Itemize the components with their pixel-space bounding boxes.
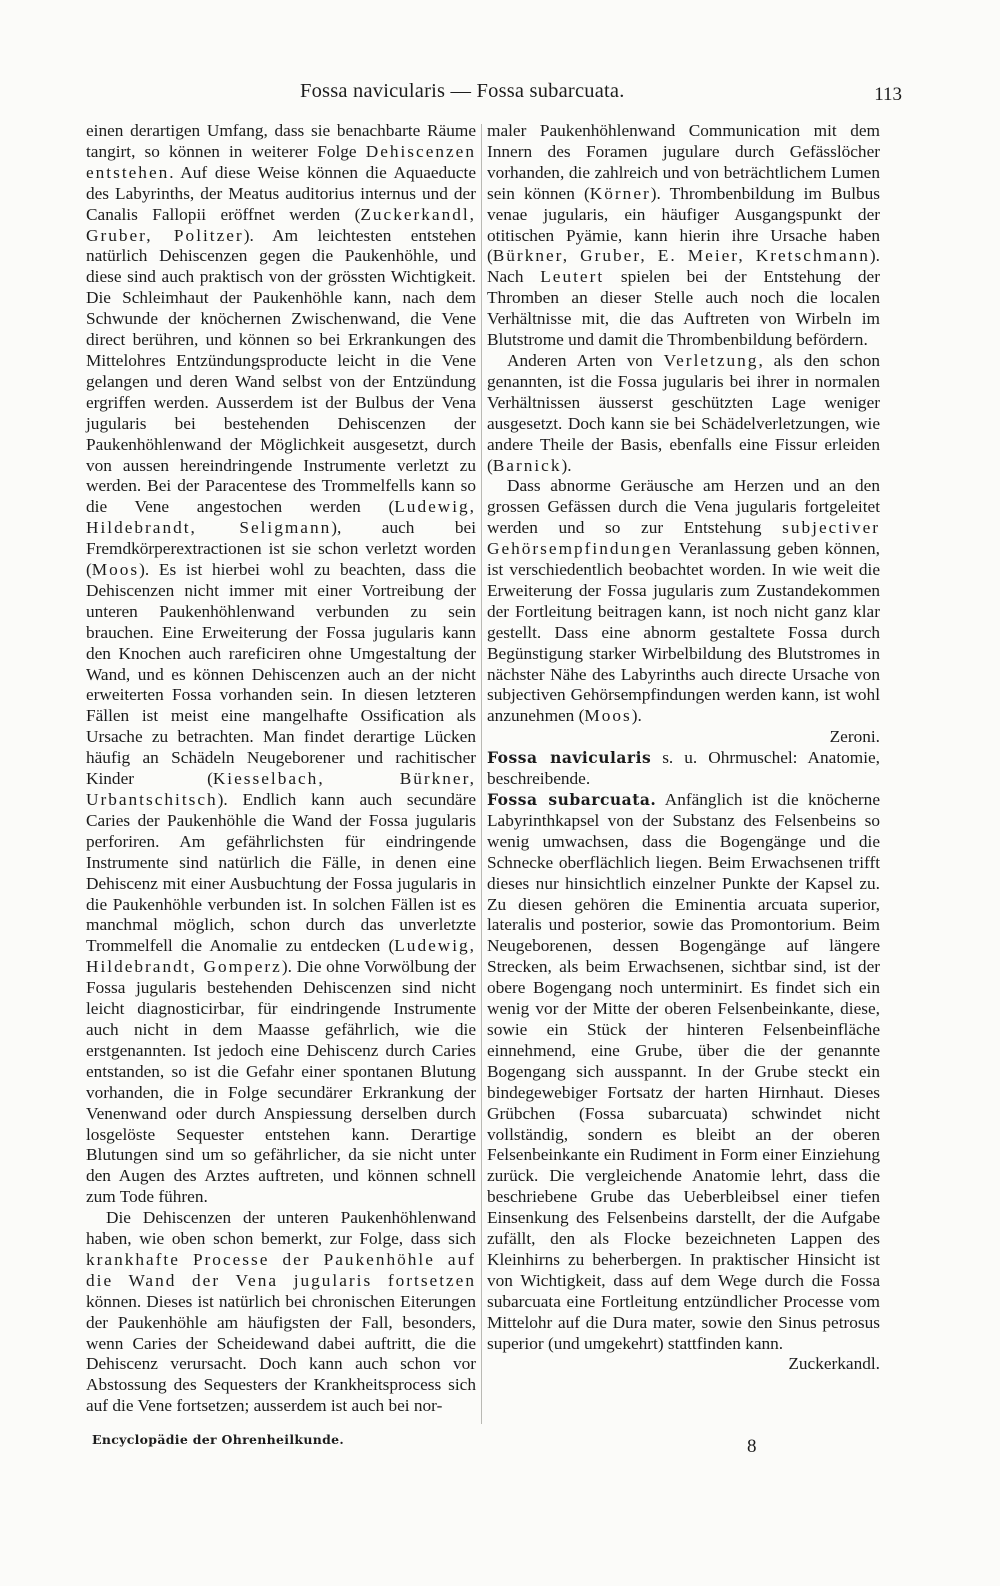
text-run: s. u. Ohrmuschel: Anatomie, beschreibende. [487, 748, 880, 789]
author-names: Zuckerkandl, Gruber, Politzer [86, 204, 476, 245]
text-run: Dass abnorme Geräusche am Herzen und an den grossen Gefässen durch die Vena jugularis fortgeleitet werden und so zur Entstehung [487, 476, 880, 538]
right-paragraph-1 [487, 121, 880, 351]
text-run: ), auch bei Fremdkörperextractionen ist sie schon verletzt worden ( [86, 518, 476, 580]
text-run: einen derartigen Umfang, dass sie benachbarte Räume tangirt, so können in weiterer Folge [86, 121, 476, 161]
running-title: Fossa navicularis — Fossa subarcuata. [300, 80, 625, 102]
entry-fossa-navicularis [487, 748, 880, 790]
left-paragraph-1 [86, 121, 476, 1208]
text-run: ). Am leichtesten entstehen natürlich Dehiscenzen gegen die Paukenhöhle, und diese sind auch praktisch von der grössten Wichtigkeit. Die Schleimhaut der Paukenhöhle kann, nach dem Schwunde der knöchernen Zwischenwand, die Vene direct berühren, und können so bei Erkrankungen des Mittelohres Entzündungsproducte leicht in die Vene gelangen und deren Wand selbst von der Entzündung ergriffen werden. Ausserdem ist der Bulbus der Vena jugularis bei bestehenden Dehiscenzen der Paukenhöhlenwand der Möglichkeit ausgesetzt, durch von aussen hereindringende Instrumente verletzt zu werden. Bei der Paracentese des Trommelfells kann so die Vene angestochen werden ( [86, 225, 476, 517]
text-run: ). Endlich kann auch secundäre Caries der Paukenhöhle die Wand der Fossa jugularis perforiren. Am gefährlichsten für eindringende Instrumente sind natürlich die Fälle, in denen eine Dehiscenz mit einer Ausbuchtung der Fossa jugularis in die Paukenhöhle verbunden ist. In solchen Fällen ist es manchmal möglich, schon durch das unverletzte Trommelfell die Anomalie zu entdecken ( [86, 790, 476, 956]
text-run: ). Thrombenbildung im Bulbus venae jugularis, ein häufiger Ausgangspunkt der otitischen Pyämie, kann hierin ihre Ursache haben ( [487, 183, 881, 266]
sheet-signature: 8 [747, 1436, 757, 1457]
text-run: Anfänglich ist die knöcherne Labyrinthkapsel von der Substanz des Felsenbeins so wenig umwachsen, dass die Bogengänge und die Schnecke oberflächlich liegen. Beim Erwachsenen trifft dieses nur hinsichtlich einzelner Punkte der Kapsel zu. Zu diesen gehören die Eminentia arcuata superior, lateralis und posterior, sowie das Promontorium. Beim Neugeborenen, dessen Bogengänge auf längere Strecken, als beim Erwachsenen, sichtbar sind, ist der obere Bogengang noch unterminirt. Es findet sich ein wenig vor der Mitte der oberen Felsenbeinkante, diese, sowie ein Stück der hinteren Felsenbeinfläche einnehmend, eine Grube, über die der genannte Bogengang sich ausspannt. In der Grube steckt ein bindegewebiger Fortsatz der harten Hirnhaut. Dieses Grübchen (Fossa subarcuata) schwindet nicht vollständig, sondern es bleibt an der oberen Felsenbeinkante ein Rudiment in Form einer Einziehung zurück. Die vergleichende Anatomie lehrt, dass die beschriebene Grube das Ueberbleibsel einer tiefen Einsenkung des Felsenbeins darstellt, der die Aufgabe zufällt, den als Flocke bezeichneten Lappen des Kleinhirns zu beherbergen. In praktischer Hinsicht ist von Wichtigkeit, dass auf dem Wege durch die Fossa subarcuata eine Fortleitung entzündlicher Processe vom Mittelohr auf die Dura mater, sowie den Sinus petrosus superior (und umgekehrt) stattfinden kann. [487, 790, 880, 1353]
author-signature-zuckerkandl: Zuckerkandl. [788, 1354, 880, 1374]
spaced-emphasis: Verletzung [663, 350, 759, 370]
text-run: ). Es ist hierbei wohl zu beachten, dass die Dehiscenzen nicht immer mit einer Vortreibung der unteren Paukenhöhlenwand verbunden zu sein brauchen. Eine Erweiterung der Fossa jugularis kann den Knochen auch rareficiren ohne Umgestaltung der Wand, und es können Dehiscenzen auch an der nicht erweiterten Fossa vorhanden sein. In diesen letzteren Fällen ist meist eine mangelhafte Ossification als Ursache zu betrachten. Man findet derartige Lücken häufig an Schädeln Neugeborener und rachitischer Kinder ( [86, 560, 476, 789]
page-number: 113 [874, 84, 902, 105]
author-names: Ludewig, Hildebrandt, Seligmann [86, 497, 476, 538]
text-run: können. Dieses ist natürlich bei chronischen Eiterungen der Paukenhöhle am häufigsten der Fall, besonders, wenn Caries der Scheidewand dabei auftritt, die die Dehiscenz verursacht. Doch kann auch schon vor Abstossung des Sequesters der Krankheitsprocess sich auf die Vene fortsetzen; ausserdem ist auch bei nor- [86, 1291, 476, 1416]
text-run: ). [561, 455, 572, 475]
right-paragraph-2 [487, 351, 880, 476]
right-paragraph-3 [487, 476, 880, 727]
text-run: . Auf diese Weise können die Aquaeducte des Labyrinths, der Meatus auditorius internus und der Canalis Fallopii eröffnet werden ( [86, 162, 476, 224]
text-run: ). Nach [487, 246, 880, 287]
left-paragraph-2 [86, 1208, 476, 1417]
text-run: ). [631, 706, 642, 726]
text-run: , als den schon genannten, ist die Fossa jugularis bei ihrer in normalen Verhältnissen äusserst geschützten Lage weniger ausgesetzt. Doch kann sie bei Schädelverletzungen, wie andere Theile der Basis, ebenfalls eine Fissur erleiden ( [487, 350, 880, 475]
left-column [86, 121, 476, 1417]
author-names: Ludewig, Hildebrandt, Gomperz [86, 936, 476, 977]
text-run: spielen bei der Entstehung der Thromben an dieser Stelle auch noch die localen Verhältnisse mit, die das Auftreten von Wirbeln im Blutstrome und damit die Thrombenbildung befördern. [487, 267, 880, 350]
spaced-emphasis: subjectiver Gehörsempfindungen [487, 518, 880, 559]
entry-term: Fossa navicularis [487, 748, 652, 768]
text-run: ). Die ohne Vorwölbung der Fossa jugularis bestehenden Dehiscenzen sind nicht leicht diagnosticirbar, für eindringende Instrumente auch nicht in dem Maasse gefährlich, wie die erstgenannten. Ist jedoch eine Dehiscenz durch Caries entstanden, so ist die Gefahr einer spontanen Blutung vorhanden, die in Folge secundärer Erkrankung der Venenwand oder durch Anspiessung derselben durch losgelöste Sequester entstehen kann. Derartige Blutungen sind um so gefährlicher, da sie nicht unter den Augen des Arztes auftreten, und können schnell zum Tode führen. [86, 957, 476, 1207]
column-divider [481, 124, 482, 1424]
text-run: Anderen Arten von [507, 350, 664, 370]
right-column [487, 121, 880, 1375]
author-names: Barnick [492, 455, 562, 475]
author-names: Körner [589, 183, 651, 203]
spaced-emphasis: Dehiscenzen entstehen [86, 141, 476, 182]
entry-term: Fossa subarcuata. [487, 790, 657, 809]
author-signature-zeroni: Zeroni. [829, 727, 880, 747]
spaced-emphasis: krankhafte Processe der Paukenhöhle auf die Wand der Vena jugularis fortsetzen [86, 1249, 476, 1290]
text-run: Veranlassung geben können, ist verschiedentlich beobachtet worden. In wie weit die Erweiterung der Fossa jugularis zum Zustandekommen der Fortleitung beitragen kann, ist noch nicht ganz klar gestellt. Dass eine abnorm gestaltete Fossa durch Begünstigung starker Wirbelbildung des Blutstromes in nächster Nähe des Labyrinths auch directe Ursache von subjectiven Gehörsempfindungen werden kann, ist wohl anzunehmen ( [487, 539, 880, 726]
publication-footer: Encyclopädie der Ohrenheilkunde. [92, 1432, 345, 1447]
author-names: Moos [584, 706, 632, 726]
running-header [0, 80, 1000, 110]
text-run: Die Dehiscenzen der unteren Paukenhöhlenwand haben, wie oben schon bemerkt, zur Folge, dass sich [86, 1208, 476, 1249]
author-names: Kiesselbach, Bürkner, Urbantschitsch [86, 769, 476, 809]
entry-fossa-subarcuata [487, 790, 880, 1354]
author-names: Bürkner, Gruber, E. Meier, Kretschmann [492, 246, 870, 266]
author-names: Leutert [540, 267, 605, 287]
author-names: Moos [91, 560, 140, 580]
text-run: maler Paukenhöhlenwand Communication mit dem Innern des Foramen jugulare durch Gefässlöcher vorhanden, die zahlreich und von beträchtlichem Lumen sein können ( [487, 121, 880, 203]
